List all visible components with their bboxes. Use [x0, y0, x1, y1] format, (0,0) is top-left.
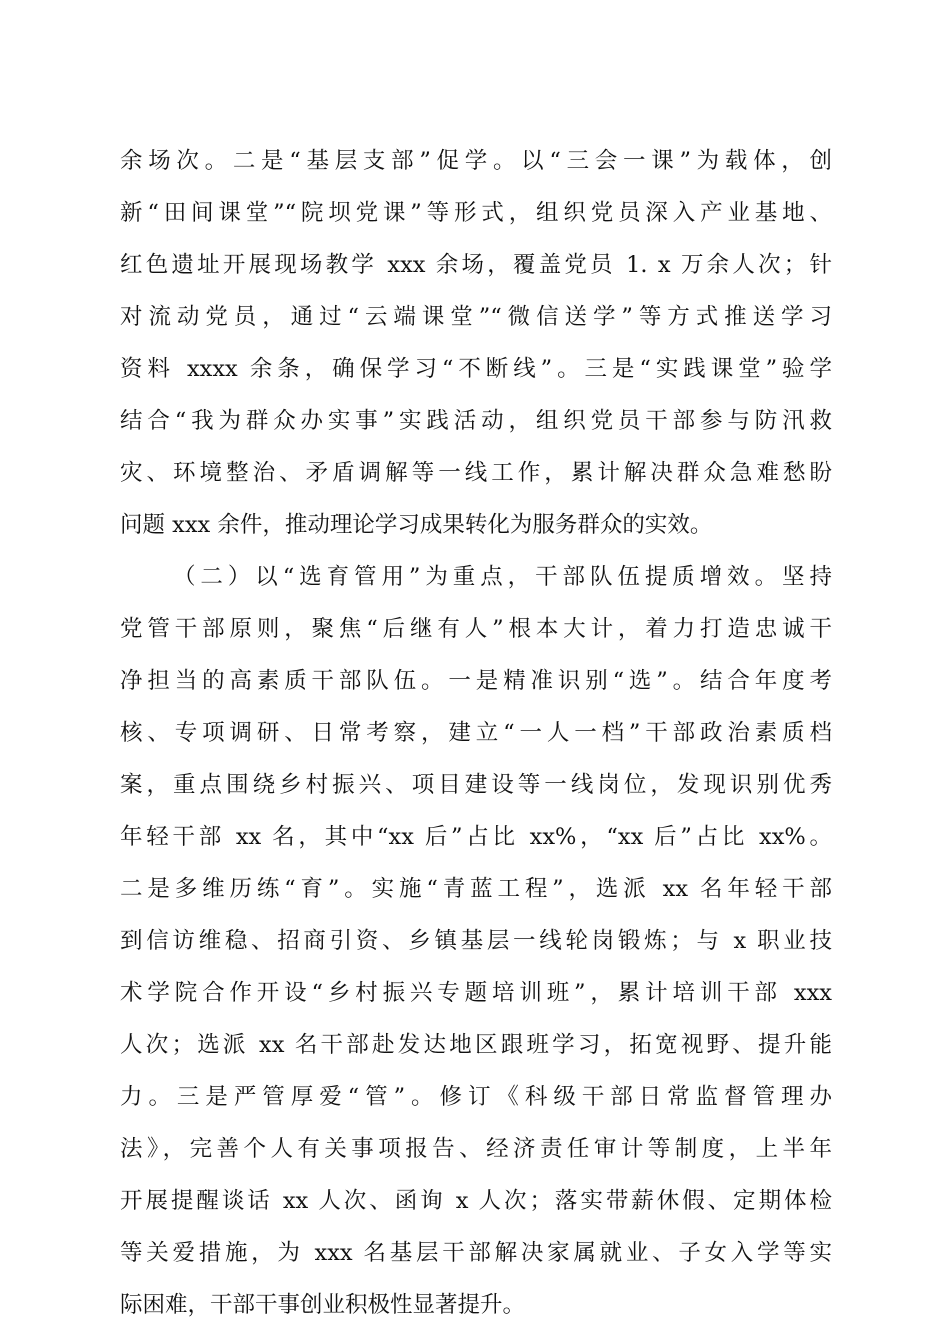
section-heading-line: （二）以“选育管用”为重点，干部队伍提质增效。坚持 [173, 564, 832, 590]
text-line: 等关爱措施，为 xxx 名基层干部解决家属就业、子女入学等实 [120, 1240, 832, 1266]
text-line: 余场次。二是“基层支部”促学。以“三会一课”为载体，创 [120, 148, 832, 174]
text-line: 术学院合作开设“乡村振兴专题培训班”，累计培训干部 xxx [120, 980, 832, 1006]
text-line: 对流动党员，通过“云端课堂”“微信送学”等方式推送学习 [120, 304, 832, 330]
text-line: 党管干部原则，聚焦“后继有人”根本大计，着力打造忠诚干 [120, 616, 832, 642]
text-line: 年轻干部 xx 名，其中“xx 后”占比 xx%，“xx 后”占比 xx%。 [120, 824, 832, 850]
text-line: 资料 xxxx 余条，确保学习“不断线”。三是“实践课堂”验学 [120, 356, 832, 382]
text-line: 开展提醒谈话 xx 人次、函询 x 人次；落实带薪休假、定期体检 [120, 1188, 832, 1214]
text-line: 到信访维稳、招商引资、乡镇基层一线轮岗锻炼；与 x 职业技 [120, 928, 832, 954]
text-line: 法》，完善个人有关事项报告、经济责任审计等制度，上半年 [120, 1136, 832, 1162]
text-line: 核、专项调研、日常考察，建立“一人一档”干部政治素质档 [120, 720, 832, 746]
text-line: 新“田间课堂”“院坝党课”等形式，组织党员深入产业基地、 [120, 200, 832, 226]
text-line: 红色遗址开展现场教学 xxx 余场，覆盖党员 1. x 万余人次；针 [120, 252, 832, 278]
text-line: 灾、环境整治、矛盾调解等一线工作，累计解决群众急难愁盼 [120, 460, 832, 486]
text-line: 净担当的高素质干部队伍。一是精准识别“选”。结合年度考 [120, 668, 832, 694]
text-line: 二是多维历练“育”。实施“青蓝工程”，选派 xx 名年轻干部 [120, 876, 832, 902]
text-line: 结合“我为群众办实事”实践活动，组织党员干部参与防汛救 [120, 408, 832, 434]
text-line: 问题 xxx 余件，推动理论学习成果转化为服务群众的实效。 [120, 512, 713, 538]
text-line: 人次；选派 xx 名干部赴发达地区跟班学习，拓宽视野、提升能 [120, 1032, 832, 1058]
text-line: 案，重点围绕乡村振兴、项目建设等一线岗位，发现识别优秀 [120, 772, 832, 798]
text-line: 力。三是严管厚爱“管”。修订《科级干部日常监督管理办 [120, 1084, 832, 1110]
text-line: 际困难，干部干事创业积极性显著提升。 [120, 1292, 526, 1318]
